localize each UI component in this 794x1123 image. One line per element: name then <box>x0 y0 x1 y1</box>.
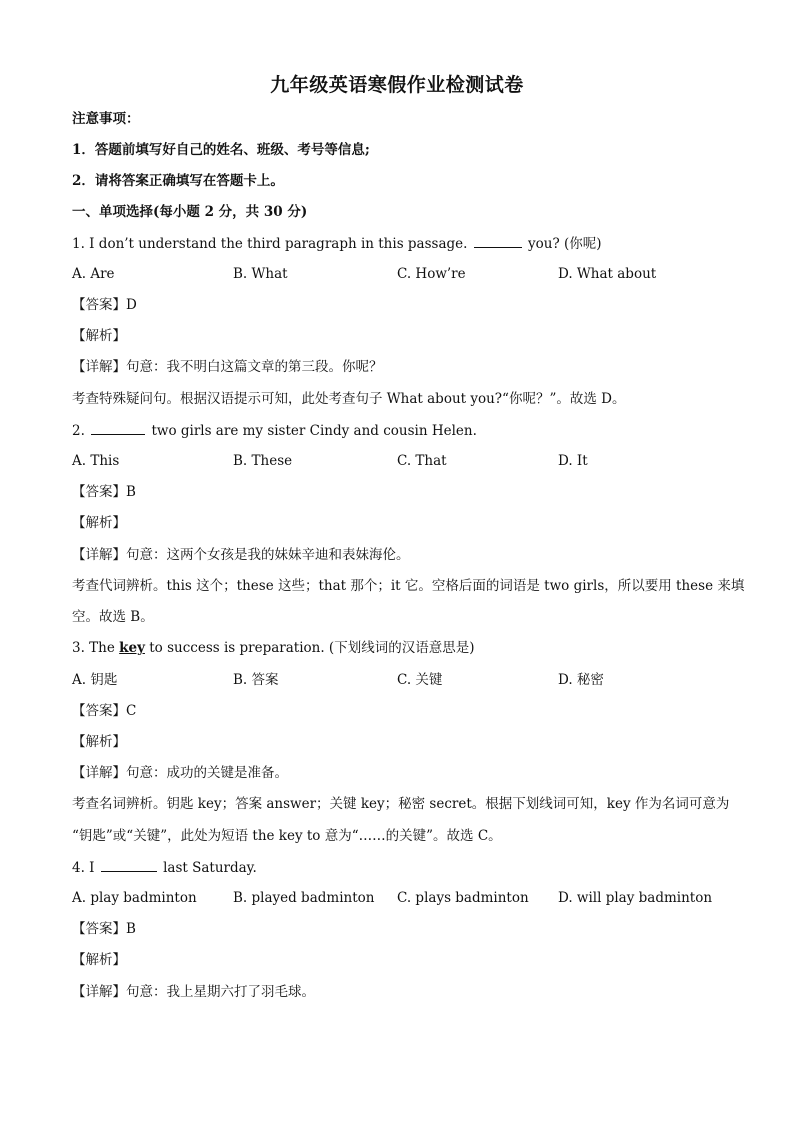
question-3-explain-line-1: 考查名词辨析。钥匙 key；答案 answer；关键 key；秘密 secret。根据下划线词可知，key 作为名词可意为 <box>72 796 730 812</box>
detail-text: 句意：成功的关键是准备。 <box>126 765 288 781</box>
question-4-option-c: C. plays badminton <box>397 890 529 906</box>
question-3-stem <box>72 639 474 657</box>
page-title: 九年级英语寒假作业检测试卷 <box>270 74 524 96</box>
question-1-option-b: B. What <box>233 266 288 282</box>
question-3-option-b: B. 答案 <box>233 672 279 688</box>
question-4-stem <box>72 858 257 877</box>
question-1-answer <box>72 296 137 314</box>
detail-label: 【详解】 <box>72 359 126 375</box>
detail-label: 【详解】 <box>72 984 126 1000</box>
question-1-option-c: C. How’re <box>397 266 466 282</box>
answer-blank <box>91 421 145 435</box>
underlined-keyword: key <box>119 640 145 656</box>
notice-heading: 注意事项： <box>72 111 140 127</box>
question-3-option-d: D. 秘密 <box>558 672 604 688</box>
question-4-option-d: D. will play badminton <box>558 890 713 906</box>
question-3-stem-post: to success is preparation. (下划线词的汉语意思是) <box>144 640 475 656</box>
answer-blank <box>474 234 522 248</box>
question-2-analysis-label: 【解析】 <box>72 515 126 531</box>
question-3-analysis-label: 【解析】 <box>72 734 126 750</box>
answer-label: 【答案】 <box>72 484 126 500</box>
question-1-stem-post: you? (你呢) <box>523 236 602 252</box>
question-4-detail <box>72 983 315 1001</box>
answer-value: B <box>126 921 136 937</box>
question-2-stem <box>72 421 477 440</box>
question-1-stem <box>72 234 602 253</box>
detail-text: 句意：我不明白这篇文章的第三段。你呢？ <box>126 359 383 375</box>
section-heading: 一、单项选择(每小题 2 分，共 30 分) <box>72 204 308 220</box>
question-2-option-b: B. These <box>233 453 293 469</box>
question-2-option-a: A. This <box>72 453 120 469</box>
answer-label: 【答案】 <box>72 297 126 313</box>
question-2-option-d: D. It <box>558 453 588 469</box>
question-1-detail <box>72 358 383 376</box>
question-3-option-c: C. 关键 <box>397 672 443 688</box>
question-3-answer <box>72 702 136 720</box>
answer-value: D <box>126 297 137 313</box>
notice-item-1: 1．答题前填写好自己的姓名、班级、考号等信息; <box>72 142 370 158</box>
detail-text: 句意：这两个女孩是我的妹妹辛迪和表妹海伦。 <box>126 547 410 563</box>
question-1-option-d: D. What about <box>558 266 657 282</box>
detail-label: 【详解】 <box>72 547 126 563</box>
question-2-stem-pre: 2. <box>72 423 90 439</box>
question-3-explain-line-2: “钥匙”或“关键”，此处为短语 the key to 意为“……的关键”。故选 C。 <box>72 828 502 844</box>
question-1-stem-pre: 1. I don’t understand the third paragraph in this passage. <box>72 236 472 252</box>
notice-item-2: 2．请将答案正确填写在答题卡上。 <box>72 173 284 189</box>
question-1-option-a: A. Are <box>72 266 115 282</box>
question-2-explain-line-1: 考查代词辨析。this 这个；these 这些；that 那个；it 它。空格后面的词语是 two girls，所以要用 these 来填 <box>72 578 745 594</box>
answer-label: 【答案】 <box>72 703 126 719</box>
question-4-analysis-label: 【解析】 <box>72 952 126 968</box>
question-1-explain-line-1: 考查特殊疑问句。根据汉语提示可知，此处考查句子 What about you?“你呢？”。故选 D。 <box>72 391 626 407</box>
question-4-option-a: A. play badminton <box>72 890 197 906</box>
answer-label: 【答案】 <box>72 921 126 937</box>
answer-value: C <box>126 703 137 719</box>
question-2-option-c: C. That <box>397 453 447 469</box>
answer-value: B <box>126 484 136 500</box>
question-4-option-b: B. played badminton <box>233 890 375 906</box>
detail-text: 句意：我上星期六打了羽毛球。 <box>126 984 315 1000</box>
question-2-detail <box>72 546 410 564</box>
detail-label: 【详解】 <box>72 765 126 781</box>
question-3-detail <box>72 764 288 782</box>
question-1-analysis-label: 【解析】 <box>72 328 126 344</box>
answer-blank <box>101 858 157 872</box>
question-4-stem-post: last Saturday. <box>158 860 257 876</box>
question-2-explain-line-2: 空。故选 B。 <box>72 609 154 625</box>
question-4-answer <box>72 920 136 938</box>
question-4-stem-pre: 4. I <box>72 860 99 876</box>
question-3-stem-pre: 3. The <box>72 640 120 656</box>
question-3-option-a: A. 钥匙 <box>72 672 118 688</box>
question-2-stem-post: two girls are my sister Cindy and cousin Helen. <box>147 423 477 439</box>
question-2-answer <box>72 483 136 501</box>
